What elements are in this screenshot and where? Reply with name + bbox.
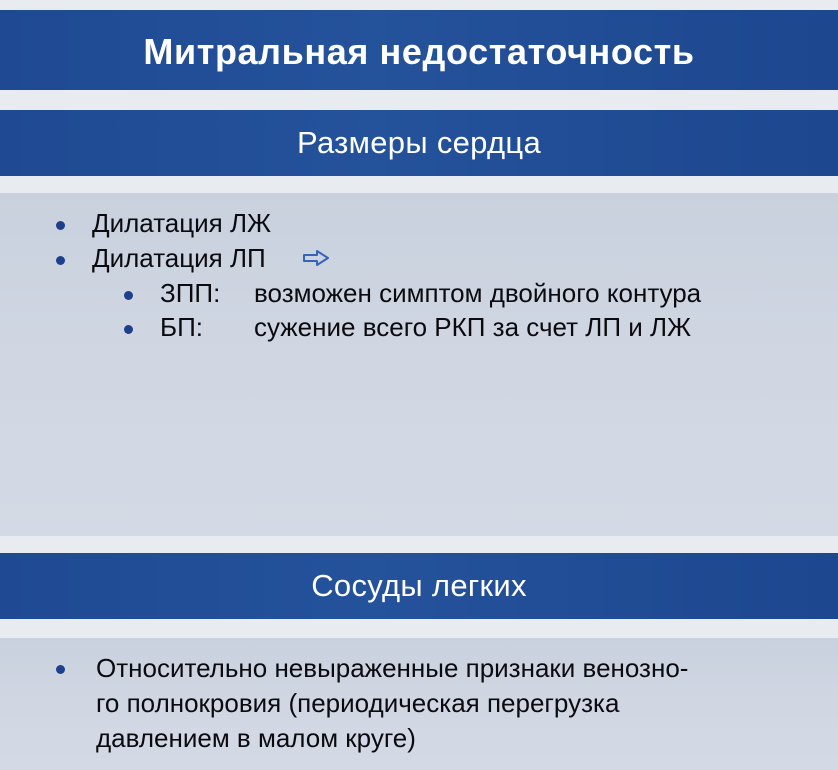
- slide-title-text: Митральная недостаточность: [143, 31, 695, 72]
- bullet-icon: [56, 221, 65, 230]
- bullet-icon: [56, 665, 65, 674]
- heart-size-panel: [0, 193, 838, 536]
- slide-title: [0, 10, 838, 90]
- paragraph-line: давлением в малом круге): [96, 723, 416, 753]
- section-heading-lung-vessels-text: Сосуды легких: [311, 568, 527, 603]
- arrow-right-icon: [302, 250, 330, 266]
- section-heading-heart-size: [0, 110, 838, 176]
- sublist-abbr: БП:: [160, 312, 203, 342]
- list-item: Дилатация ЛЖ: [92, 208, 272, 238]
- paragraph-line: го полнокровия (периодическая перегрузка: [96, 688, 620, 718]
- sublist-item: возможен симптом двойного контура: [254, 278, 702, 308]
- sublist-abbr: ЗПП:: [160, 278, 221, 308]
- lung-vessels-panel: [0, 638, 838, 770]
- paragraph-line: Относительно невыраженные признаки венозно-: [96, 653, 689, 683]
- sublist-item: сужение всего РКП за счет ЛП и ЛЖ: [254, 312, 692, 342]
- bullet-icon: [56, 256, 65, 265]
- paragraph: [96, 651, 796, 756]
- section-heading-heart-size-text: Размеры сердца: [297, 125, 541, 160]
- section-heading-lung-vessels: [0, 553, 838, 619]
- bullet-icon: [124, 325, 133, 334]
- list-item: Дилатация ЛП: [92, 243, 266, 273]
- bullet-icon: [124, 291, 133, 300]
